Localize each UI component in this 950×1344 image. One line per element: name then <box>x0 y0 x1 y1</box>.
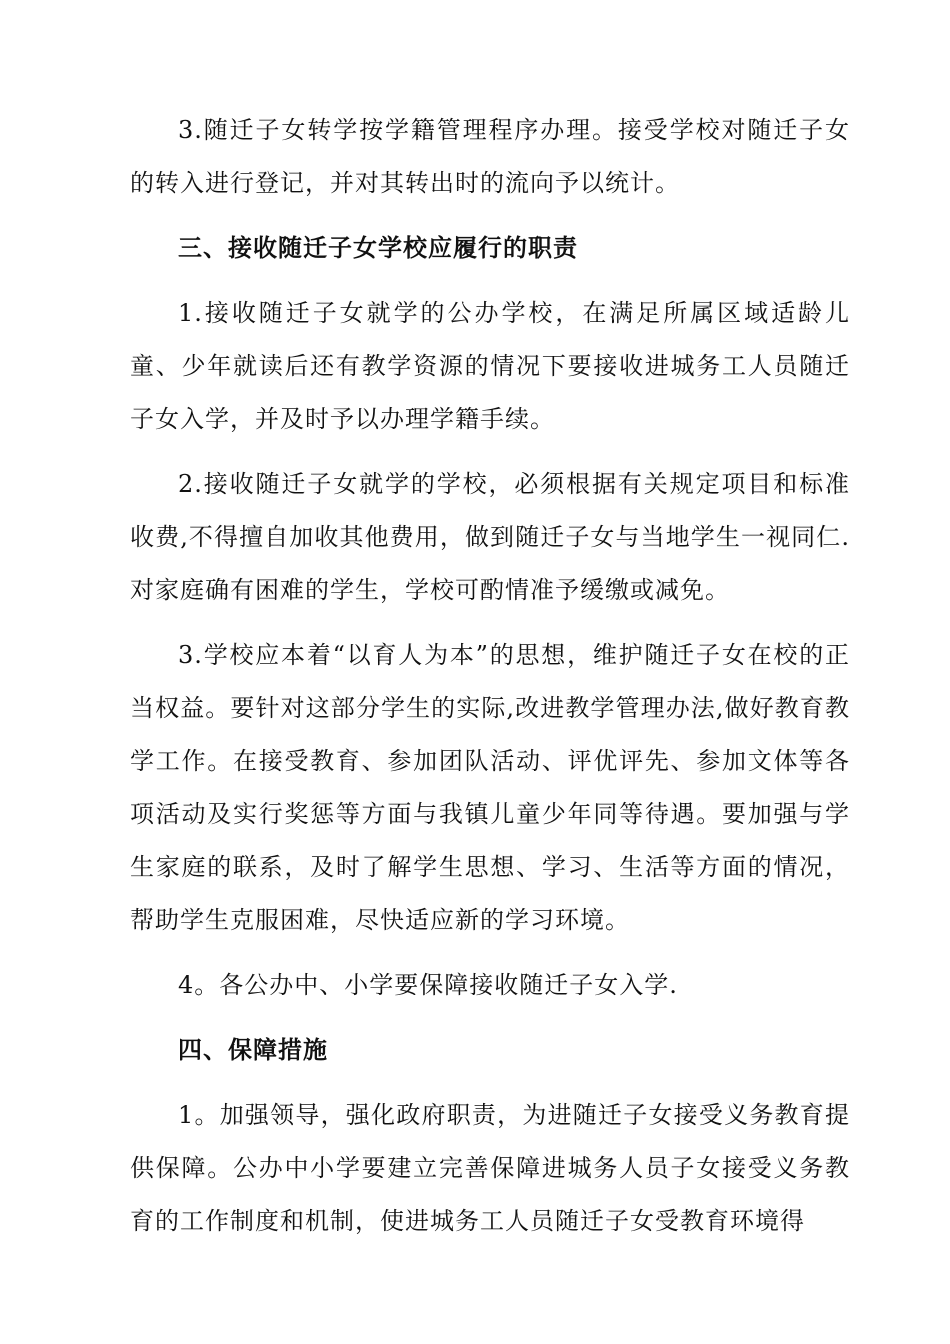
paragraph-public-school-admission: 1.接收随迁子女就学的公办学校，在满足所属区域适龄儿童、少年就读后还有教学资源的情况下要接收进城务工人员随迁子女入学，并及时予以办理学籍手续。 <box>130 299 850 433</box>
paragraph-guarantee-enrollment: 4。各公办中、小学要保障接收随迁子女入学. <box>178 971 678 999</box>
paragraph-leadership: 1。加强领导，强化政府职责，为进随迁子女接受义务教育提供保障。公办中小学要建立完善保障进城务人员子女接受义务教育的工作制度和机制，使进城务工人员随迁子女受教育环境得 <box>130 1101 850 1235</box>
document-body <box>130 104 850 1260</box>
paragraph-student-rights: 3.学校应本着“以育人为本”的思想，维护随迁子女在校的正当权益。要针对这部分学生的实际,改进教学管理办法,做好教育教学工作。在接受教育、参加团队活动、评优评先、参加文体等各项活动及实行奖惩等方面与我镇儿童少年同等待遇。要加强与学生家庭的联系，及时了解学生思想、学习、生活等方面的情况，帮助学生克服困难，尽快适应新的学习环境。 <box>130 641 850 934</box>
paragraph-transfer-procedure: 3.随迁子女转学按学籍管理程序办理。接受学校对随迁子女的转入进行登记，并对其转出时的流向予以统计。 <box>130 116 850 197</box>
section-heading-school-duties: 三、接收随迁子女学校应履行的职责 <box>178 234 578 262</box>
section-heading-safeguards: 四、保障措施 <box>178 1036 328 1064</box>
paragraph-fees: 2.接收随迁子女就学的学校，必须根据有关规定项目和标准收费,不得擅自加收其他费用，做到随迁子女与当地学生一视同仁.对家庭确有困难的学生，学校可酌情准予缓缴或减免。 <box>130 470 850 604</box>
